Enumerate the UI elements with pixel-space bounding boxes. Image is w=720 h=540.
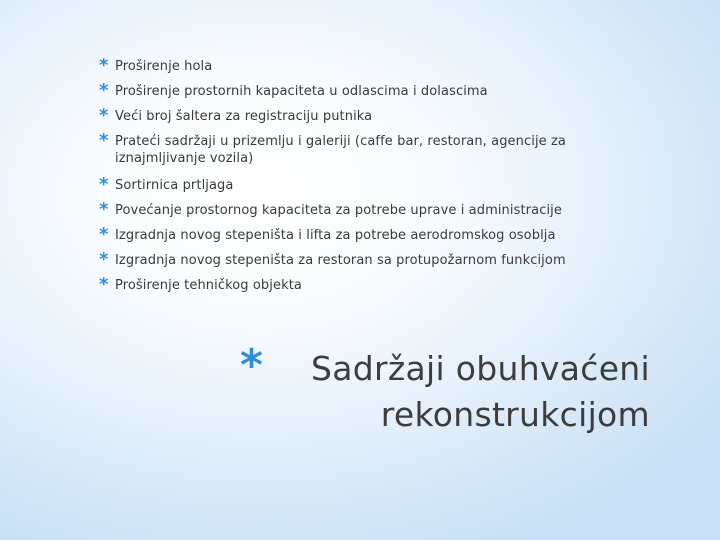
bullet-text: Izgradnja novog stepeništa i lifta za potrebe aerodromskog osoblja xyxy=(115,228,556,243)
bullet-asterisk-icon: * xyxy=(99,199,109,220)
bullet-text: Proširenje hola xyxy=(115,59,213,74)
title-asterisk-icon: * xyxy=(240,340,264,391)
bullet-asterisk-icon: * xyxy=(99,80,109,101)
bullet-text: Prateći sadržaji u prizemlju i galeriji (caffe bar, restoran, agencije za iznajmljivanje vozila) xyxy=(115,134,566,166)
bullet-item xyxy=(99,199,599,220)
bullet-text: Veći broj šaltera za registraciju putnika xyxy=(115,109,373,124)
slide-title-block xyxy=(240,340,650,438)
bullet-item xyxy=(99,224,599,245)
bullet-item xyxy=(99,80,599,101)
bullet-item xyxy=(99,105,599,126)
bullet-item xyxy=(99,55,599,76)
bullet-asterisk-icon: * xyxy=(99,174,109,195)
bullet-asterisk-icon: * xyxy=(99,105,109,126)
bullet-text: Izgradnja novog stepeništa za restoran sa protupožarnom funkcijom xyxy=(115,253,566,268)
bullet-list xyxy=(99,55,599,302)
bullet-text: Proširenje prostornih kapaciteta u odlascima i dolascima xyxy=(115,84,488,99)
bullet-asterisk-icon: * xyxy=(99,55,109,76)
bullet-text: Povećanje prostornog kapaciteta za potrebe uprave i administracije xyxy=(115,203,562,218)
slide-title: Sadržaji obuhvaćeni rekonstrukcijom xyxy=(310,349,650,434)
bullet-asterisk-icon: * xyxy=(99,274,109,295)
bullet-asterisk-icon: * xyxy=(99,249,109,270)
bullet-text: Sortirnica prtljaga xyxy=(115,178,234,193)
bullet-asterisk-icon: * xyxy=(99,224,109,245)
bullet-asterisk-icon: * xyxy=(99,130,109,151)
bullet-item xyxy=(99,274,599,295)
bullet-item xyxy=(99,130,599,167)
bullet-item xyxy=(99,174,599,195)
bullet-item xyxy=(99,249,599,270)
bullet-text: Proširenje tehničkog objekta xyxy=(115,278,302,293)
